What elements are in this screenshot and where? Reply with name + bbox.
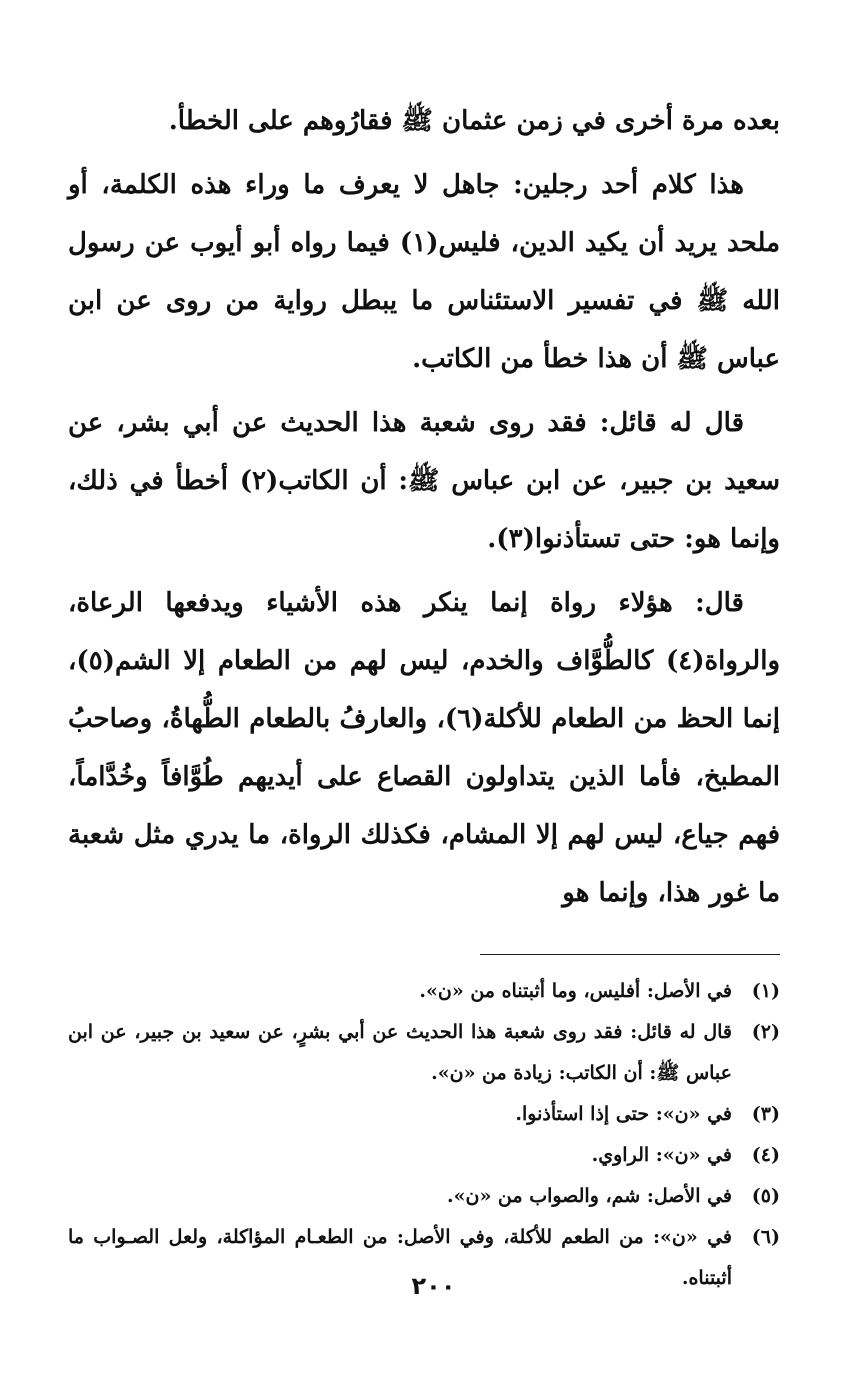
- paragraph: هذا كلام أحد رجلين: جاهل لا يعرف ما وراء هذه الكلمة، أو ملحد يريد أن يكيد الدين، فليس(١) فيما رواه أبو أيوب عن رسول الله ﷺ في تفسير الاستئناس ما يبطل رواية من روى عن ابن عباس ﷺ أن هذا خطأ من الكاتب.: [68, 170, 781, 374]
- footnote: [68, 971, 780, 1012]
- footnote: [68, 1135, 780, 1176]
- footnote: [68, 1094, 780, 1135]
- footnotes: [68, 971, 780, 1299]
- footnote-text: في «ن»: الراوي.: [591, 1144, 732, 1166]
- footnote-number: (٦): [751, 1226, 780, 1248]
- paragraph-continuation: بعده مرة أخرى في زمن عثمان ﷺ فقارُوهم على الخطأ.: [168, 106, 780, 136]
- page-number: ٢٠٠: [411, 1272, 456, 1300]
- footnote-text: في الأصل: شم، والصواب من «ن».: [447, 1185, 732, 1207]
- footnote-number: (٣): [751, 1103, 780, 1125]
- page-content: [68, 92, 780, 1299]
- paragraph: قال له قائل: فقد روى شعبة هذا الحديث عن أبي بشر، عن سعيد بن جبير، عن ابن عباس ﷺ: أن الكاتب(٢) أخطأ في ذلك، وإنما هو: حتى تستأذنوا(٣).: [68, 408, 780, 554]
- footnote-text: في «ن»: حتى إذا استأذنوا.: [515, 1103, 732, 1125]
- footnote-text: في «ن»: من الطعم للأكلة، وفي الأصل: من الطعـام المؤاكلة، ولعل الصـواب ما أثبتناه.: [68, 1226, 732, 1289]
- footnote-number: (٤): [751, 1144, 780, 1166]
- footnote-divider: [480, 954, 780, 955]
- main-text: [68, 92, 780, 922]
- footnote: [68, 1176, 780, 1217]
- paragraph: قال: هؤلاء رواة إنما ينكر هذه الأشياء ويدفعها الرعاة، والرواة(٤) كالطُّوَّاف والخدم، ليس لهم من الطعام إلا الشم(٥)، إنما الحظ من الطعام للأكلة(٦)، والعارفُ بالطعام الطُّهاةُ، وصاحبُ المطبخ، فأما الذين يتداولون القصاع على أيديهم طُوَّافاً وخُدَّاماً، فهم جياع، ليس لهم إلا المشام، فكذلك الرواة، ما يدري مثل شعبة ما غور هذا، وإنما هو: [68, 588, 780, 908]
- footnote-number: (٢): [751, 1021, 780, 1043]
- footnote: [68, 1012, 780, 1094]
- footnote-number: (٥): [751, 1185, 780, 1207]
- footnote-text: في الأصل: أفليس، وما أثبتناه من «ن».: [419, 980, 732, 1002]
- footnote-text: قال له قائل: فقد روى شعبة هذا الحديث عن أبي بشرٍ، عن سعيد بن جبير، عن ابن عباس ﷺ: أن الكاتب: زيادة من «ن».: [68, 1021, 732, 1084]
- footnote-number: (١): [751, 980, 780, 1002]
